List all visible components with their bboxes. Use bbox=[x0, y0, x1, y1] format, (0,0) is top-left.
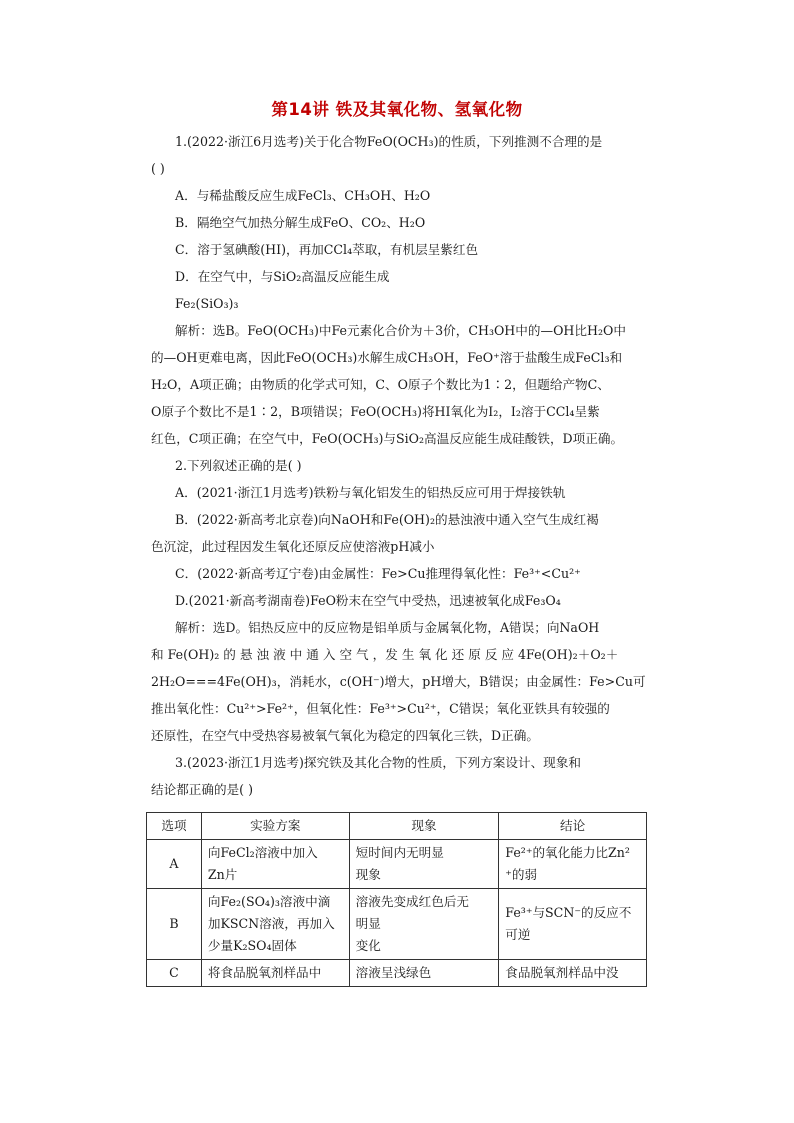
table-row bbox=[147, 840, 647, 889]
row-b-plan-line: 向Fe₂(SO₄)₃溶液中滴 bbox=[207, 894, 331, 909]
q3-stem-line-2: 结论都正确的是( ) bbox=[151, 782, 253, 797]
row-b-plan-line: 加KSCN溶液，再加入 bbox=[207, 916, 335, 931]
row-a-phen-line: 短时间内无明显 bbox=[355, 845, 444, 860]
q2-option-c: C．(2022·新高考辽宁卷)由金属性：Fe>Cu推理得氧化性：Fe³⁺<Cu²⁺ bbox=[175, 566, 581, 581]
row-c-option: C bbox=[147, 960, 202, 987]
row-a-conclusion bbox=[499, 840, 647, 889]
header-option: 选项 bbox=[147, 813, 202, 840]
q1-option-a: A．与稀盐酸反应生成FeCl₃、CH₃OH、H₂O bbox=[175, 188, 431, 203]
q2-stem: 2.下列叙述正确的是( ) bbox=[175, 458, 302, 473]
q2-option-b-continued: 色沉淀，此过程因发生氧化还原反应使溶液pH减小 bbox=[151, 539, 435, 554]
q1-option-d-continued: Fe₂(SiO₃)₃ bbox=[175, 296, 239, 311]
table-row bbox=[147, 889, 647, 960]
row-b-phenomenon bbox=[349, 889, 499, 960]
table-row bbox=[147, 960, 647, 987]
q1-stem-line-2: ( ) bbox=[151, 161, 165, 176]
experiment-table bbox=[146, 812, 647, 987]
q2-analysis-line-5: 还原性，在空气中受热容易被氧气氧化为稳定的四氧化三铁，D正确。 bbox=[151, 728, 539, 743]
page-title: 第14讲 铁及其氧化物、氢氧化物 bbox=[271, 100, 523, 119]
q2-analysis-line-3: 2H₂O===4Fe(OH)₃，消耗水，c(OH⁻)增大，pH增大，B错误；由金属性：Fe>Cu可 bbox=[151, 674, 646, 689]
row-c-plan-line: 将食品脱氧剂样品中 bbox=[207, 965, 322, 980]
content-body bbox=[151, 128, 647, 803]
row-a-plan-line: 向FeCl₂溶液中加入 bbox=[207, 845, 318, 860]
row-c-phen-line: 溶液呈浅绿色 bbox=[355, 965, 432, 980]
row-a-concl-line: ⁺的弱 bbox=[505, 867, 538, 882]
q2-option-a: A．(2021·浙江1月选考)铁粉与氧化铝发生的铝热反应可用于焊接铁轨 bbox=[175, 485, 566, 500]
row-b-phen-line: 明显 bbox=[355, 916, 381, 931]
row-a-phenomenon bbox=[349, 840, 499, 889]
row-c-plan bbox=[201, 960, 349, 987]
row-b-phen-line: 溶液先变成红色后无 bbox=[355, 894, 469, 909]
q1-stem-line-1: 1.(2022·浙江6月选考)关于化合物FeO(OCH₃)的性质，下列推测不合理的是 bbox=[175, 134, 603, 149]
header-phenomenon: 现象 bbox=[349, 813, 499, 840]
q1-analysis-line-4: O原子个数比不是1∶2，B项错误；FeO(OCH₃)将HI氧化为I₂，I₂溶于CCl₄呈紫 bbox=[151, 404, 600, 419]
q1-analysis-line-1: 解析：选B。FeO(OCH₃)中Fe元素化合价为＋3价，CH₃OH中的—OH比H₂O中 bbox=[175, 323, 626, 338]
row-b-conclusion bbox=[499, 889, 647, 960]
row-c-concl-line: 食品脱氧剂样品中没 bbox=[505, 965, 619, 980]
row-a-phen-line: 现象 bbox=[355, 867, 381, 882]
q1-option-c: C．溶于氢碘酸(HI)，再加CCl₄萃取，有机层呈紫红色 bbox=[175, 242, 479, 257]
header-plan: 实验方案 bbox=[201, 813, 349, 840]
q1-option-b: B．隔绝空气加热分解生成FeO、CO₂、H₂O bbox=[175, 215, 426, 230]
row-c-phenomenon bbox=[349, 960, 499, 987]
row-a-plan-line: Zn片 bbox=[207, 867, 238, 882]
row-a-concl-line: Fe²⁺的氧化能力比Zn² bbox=[505, 845, 630, 860]
q2-analysis-line-2: 和 Fe(OH)₂ 的 悬 浊 液 中 通 入 空 气 ，发 生 氧 化 还 原 反 应 4Fe(OH)₂＋O₂＋ bbox=[151, 647, 619, 662]
row-b-concl-line: 可逆 bbox=[505, 927, 531, 942]
q2-analysis-line-1: 解析：选D。铝热反应中的反应物是铝单质与金属氧化物，A错误；向NaOH bbox=[175, 620, 600, 635]
q1-analysis-line-3: H₂O，A项正确；由物质的化学式可知，C、O原子个数比为1∶2，但题给产物C、 bbox=[151, 377, 610, 392]
q2-option-d: D.(2021·新高考湖南卷)FeO粉末在空气中受热，迅速被氧化成Fe₃O₄ bbox=[175, 593, 561, 608]
header-conclusion: 结论 bbox=[499, 813, 647, 840]
q3-stem-line-1: 3.(2023·浙江1月选考)探究铁及其化合物的性质，下列方案设计、现象和 bbox=[175, 755, 581, 770]
row-b-phen-line: 变化 bbox=[355, 938, 381, 953]
q2-analysis-line-4: 推出氧化性：Cu²⁺>Fe²⁺，但氧化性：Fe³⁺>Cu²⁺，C错误；氧化亚铁具有较强的 bbox=[151, 701, 610, 716]
row-b-concl-line: Fe³⁺与SCN⁻的反应不 bbox=[505, 905, 632, 920]
q1-analysis-line-5: 红色，C项正确；在空气中，FeO(OCH₃)与SiO₂高温反应能生成硅酸铁，D项正确。 bbox=[151, 431, 624, 446]
row-b-plan-line: 少量K₂SO₄固体 bbox=[207, 938, 297, 953]
row-c-conclusion bbox=[499, 960, 647, 987]
row-b-option: B bbox=[147, 889, 202, 960]
row-a-option: A bbox=[147, 840, 202, 889]
q1-option-d: D．在空气中，与SiO₂高温反应能生成 bbox=[175, 269, 390, 284]
q2-option-b: B．(2022·新高考北京卷)向NaOH和Fe(OH)₂的悬浊液中通入空气生成红褐 bbox=[175, 512, 599, 527]
row-b-plan bbox=[201, 889, 349, 960]
q1-analysis-line-2: 的—OH更难电离，因此FeO(OCH₃)水解生成CH₃OH，FeO⁺溶于盐酸生成FeCl₃和 bbox=[151, 350, 623, 365]
table-header-row bbox=[147, 813, 647, 840]
row-a-plan bbox=[201, 840, 349, 889]
